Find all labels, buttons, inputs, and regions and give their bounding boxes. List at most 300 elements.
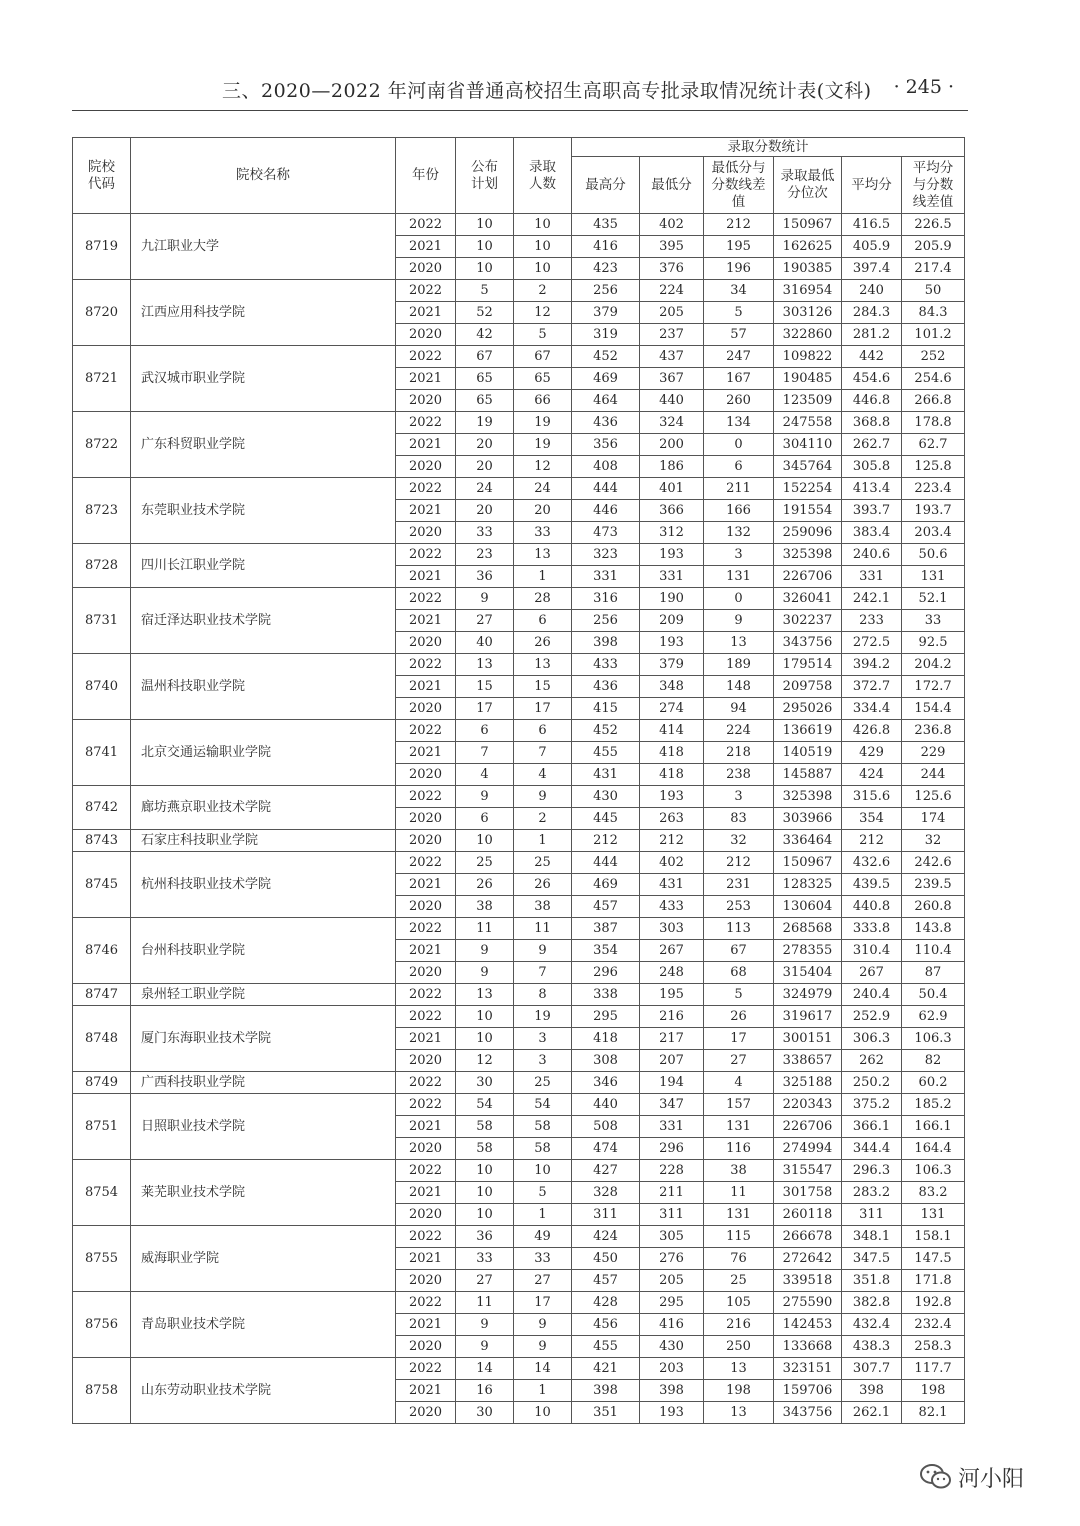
cell-avg-score: 252.9 [842, 1006, 902, 1028]
cell-max-score: 445 [572, 808, 640, 830]
cell-max-score: 455 [572, 742, 640, 764]
cell-min-score-diff: 113 [704, 918, 774, 940]
cell-avg-score-diff: 50 [902, 280, 965, 302]
cell-year: 2022 [396, 984, 456, 1006]
cell-max-score: 319 [572, 324, 640, 346]
cell-year: 2021 [396, 1116, 456, 1138]
cell-min-score-diff: 131 [704, 1116, 774, 1138]
cell-plan: 9 [456, 786, 514, 808]
cell-admitted: 49 [514, 1226, 572, 1248]
school-code: 8743 [73, 830, 131, 852]
cell-avg-score-diff: 252 [902, 346, 965, 368]
school-code: 8748 [73, 1006, 131, 1072]
cell-max-score: 446 [572, 500, 640, 522]
cell-plan: 9 [456, 940, 514, 962]
cell-avg-score: 331 [842, 566, 902, 588]
cell-avg-score-diff: 62.7 [902, 434, 965, 456]
cell-plan: 10 [456, 1182, 514, 1204]
page-title: 三、2020—2022 年河南省普通高校招生高职高专批录取情况统计表(文科) [222, 80, 872, 102]
cell-admitted: 9 [514, 1336, 572, 1358]
cell-max-score: 338 [572, 984, 640, 1006]
cell-avg-score: 429 [842, 742, 902, 764]
cell-avg-score-diff: 62.9 [902, 1006, 965, 1028]
cell-plan: 20 [456, 500, 514, 522]
cell-max-score: 387 [572, 918, 640, 940]
cell-year: 2020 [396, 1050, 456, 1072]
cell-avg-score-diff: 223.4 [902, 478, 965, 500]
cell-max-score: 328 [572, 1182, 640, 1204]
cell-max-score: 398 [572, 1380, 640, 1402]
cell-avg-score: 347.5 [842, 1248, 902, 1270]
cell-min-score-diff: 218 [704, 742, 774, 764]
cell-min-score-rank: 128325 [774, 874, 842, 896]
cell-min-score-diff: 212 [704, 852, 774, 874]
cell-year: 2022 [396, 720, 456, 742]
cell-admitted: 65 [514, 368, 572, 390]
cell-avg-score: 283.2 [842, 1182, 902, 1204]
cell-max-score: 408 [572, 456, 640, 478]
cell-min-score-rank: 123509 [774, 390, 842, 412]
cell-admitted: 6 [514, 720, 572, 742]
cell-avg-score: 262.7 [842, 434, 902, 456]
cell-year: 2021 [396, 500, 456, 522]
cell-max-score: 416 [572, 236, 640, 258]
cell-avg-score: 307.7 [842, 1358, 902, 1380]
cell-max-score: 295 [572, 1006, 640, 1028]
cell-avg-score: 446.8 [842, 390, 902, 412]
cell-min-score-rank: 209758 [774, 676, 842, 698]
cell-min-score: 348 [640, 676, 704, 698]
cell-max-score: 473 [572, 522, 640, 544]
table-row [73, 1072, 965, 1094]
cell-min-score: 193 [640, 786, 704, 808]
table-row [73, 544, 965, 566]
cell-avg-score-diff: 193.7 [902, 500, 965, 522]
cell-year: 2021 [396, 434, 456, 456]
cell-plan: 6 [456, 808, 514, 830]
cell-plan: 36 [456, 1226, 514, 1248]
cell-min-score: 193 [640, 1402, 704, 1424]
cell-plan: 10 [456, 236, 514, 258]
cell-min-score-diff: 216 [704, 1314, 774, 1336]
cell-plan: 65 [456, 368, 514, 390]
school-code: 8745 [73, 852, 131, 918]
cell-min-score-rank: 220343 [774, 1094, 842, 1116]
cell-admitted: 28 [514, 588, 572, 610]
cell-min-score: 194 [640, 1072, 704, 1094]
cell-min-score-rank: 191554 [774, 500, 842, 522]
cell-year: 2020 [396, 1270, 456, 1292]
cell-max-score: 433 [572, 654, 640, 676]
cell-year: 2021 [396, 1248, 456, 1270]
cell-avg-score-diff: 205.9 [902, 236, 965, 258]
cell-max-score: 354 [572, 940, 640, 962]
cell-min-score-diff: 68 [704, 962, 774, 984]
cell-plan: 40 [456, 632, 514, 654]
cell-year: 2022 [396, 918, 456, 940]
cell-plan: 30 [456, 1402, 514, 1424]
cell-admitted: 11 [514, 918, 572, 940]
cell-max-score: 427 [572, 1160, 640, 1182]
cell-admitted: 33 [514, 522, 572, 544]
school-name: 威海职业学院 [131, 1226, 396, 1292]
cell-avg-score-diff: 50.6 [902, 544, 965, 566]
cell-min-score-diff: 27 [704, 1050, 774, 1072]
school-name: 温州科技职业学院 [131, 654, 396, 720]
cell-year: 2022 [396, 544, 456, 566]
cell-admitted: 10 [514, 1402, 572, 1424]
cell-admitted: 17 [514, 698, 572, 720]
cell-min-score-diff: 116 [704, 1138, 774, 1160]
header-year: 年份 [396, 138, 456, 214]
cell-avg-score-diff: 82 [902, 1050, 965, 1072]
cell-avg-score: 354 [842, 808, 902, 830]
cell-avg-score-diff: 83.2 [902, 1182, 965, 1204]
cell-year: 2021 [396, 1314, 456, 1336]
cell-min-score: 398 [640, 1380, 704, 1402]
cell-min-score-rank: 324979 [774, 984, 842, 1006]
cell-min-score: 401 [640, 478, 704, 500]
school-name: 杭州科技职业技术学院 [131, 852, 396, 918]
cell-avg-score: 296.3 [842, 1160, 902, 1182]
cell-max-score: 256 [572, 280, 640, 302]
cell-min-score-rank: 179514 [774, 654, 842, 676]
cell-avg-score-diff: 164.4 [902, 1138, 965, 1160]
cell-year: 2021 [396, 742, 456, 764]
cell-min-score-diff: 5 [704, 302, 774, 324]
cell-plan: 20 [456, 434, 514, 456]
school-code: 8731 [73, 588, 131, 654]
cell-plan: 25 [456, 852, 514, 874]
header-divider [72, 110, 968, 111]
cell-plan: 9 [456, 1314, 514, 1336]
cell-avg-score-diff: 203.4 [902, 522, 965, 544]
cell-avg-score: 438.3 [842, 1336, 902, 1358]
cell-avg-score: 398 [842, 1380, 902, 1402]
header-avg-diff: 平均分与分数线差值 [902, 157, 965, 214]
cell-min-score: 186 [640, 456, 704, 478]
cell-plan: 27 [456, 1270, 514, 1292]
cell-avg-score-diff: 32 [902, 830, 965, 852]
cell-min-score-rank: 303966 [774, 808, 842, 830]
cell-min-score: 331 [640, 566, 704, 588]
school-name: 日照职业技术学院 [131, 1094, 396, 1160]
cell-max-score: 379 [572, 302, 640, 324]
cell-min-score-rank: 152254 [774, 478, 842, 500]
cell-min-score-rank: 315404 [774, 962, 842, 984]
cell-avg-score-diff: 239.5 [902, 874, 965, 896]
cell-min-score-diff: 132 [704, 522, 774, 544]
header-avg: 平均分 [842, 157, 902, 214]
cell-min-score-diff: 211 [704, 478, 774, 500]
school-code: 8749 [73, 1072, 131, 1094]
cell-year: 2022 [396, 1094, 456, 1116]
cell-avg-score: 416.5 [842, 214, 902, 236]
school-code: 8728 [73, 544, 131, 588]
cell-avg-score-diff: 92.5 [902, 632, 965, 654]
cell-avg-score-diff: 84.3 [902, 302, 965, 324]
cell-min-score: 295 [640, 1292, 704, 1314]
cell-year: 2021 [396, 1182, 456, 1204]
cell-min-score-rank: 304110 [774, 434, 842, 456]
table-row [73, 1094, 965, 1116]
cell-avg-score: 432.4 [842, 1314, 902, 1336]
school-name: 江西应用科技学院 [131, 280, 396, 346]
cell-avg-score: 310.4 [842, 940, 902, 962]
cell-min-score-rank: 315547 [774, 1160, 842, 1182]
cell-avg-score: 305.8 [842, 456, 902, 478]
cell-min-score: 209 [640, 610, 704, 632]
table-row [73, 1292, 965, 1314]
cell-avg-score: 424 [842, 764, 902, 786]
cell-plan: 58 [456, 1138, 514, 1160]
cell-admitted: 9 [514, 786, 572, 808]
cell-admitted: 3 [514, 1028, 572, 1050]
table-row [73, 720, 965, 742]
cell-max-score: 464 [572, 390, 640, 412]
header-plan: 公布计划 [456, 138, 514, 214]
cell-min-score-diff: 247 [704, 346, 774, 368]
cell-min-score-diff: 11 [704, 1182, 774, 1204]
cell-min-score-rank: 338657 [774, 1050, 842, 1072]
cell-max-score: 452 [572, 346, 640, 368]
cell-min-score: 431 [640, 874, 704, 896]
cell-min-score-diff: 131 [704, 1204, 774, 1226]
cell-min-score-diff: 5 [704, 984, 774, 1006]
cell-admitted: 66 [514, 390, 572, 412]
cell-avg-score-diff: 131 [902, 1204, 965, 1226]
table-row [73, 1226, 965, 1248]
cell-avg-score-diff: 87 [902, 962, 965, 984]
cell-plan: 33 [456, 1248, 514, 1270]
cell-avg-score: 432.6 [842, 852, 902, 874]
cell-max-score: 444 [572, 478, 640, 500]
cell-year: 2022 [396, 1292, 456, 1314]
cell-year: 2022 [396, 214, 456, 236]
cell-plan: 33 [456, 522, 514, 544]
cell-max-score: 351 [572, 1402, 640, 1424]
cell-min-score: 367 [640, 368, 704, 390]
cell-min-score-rank: 295026 [774, 698, 842, 720]
header-code: 院校代码 [73, 138, 131, 214]
cell-min-score-rank: 142453 [774, 1314, 842, 1336]
cell-avg-score: 281.2 [842, 324, 902, 346]
cell-plan: 13 [456, 654, 514, 676]
cell-min-score-diff: 34 [704, 280, 774, 302]
cell-plan: 54 [456, 1094, 514, 1116]
cell-min-score: 376 [640, 258, 704, 280]
cell-avg-score: 442 [842, 346, 902, 368]
watermark-label: 河小阳 [958, 1467, 1025, 1492]
cell-avg-score: 440.8 [842, 896, 902, 918]
cell-avg-score-diff: 226.5 [902, 214, 965, 236]
school-code: 8755 [73, 1226, 131, 1292]
cell-admitted: 38 [514, 896, 572, 918]
cell-avg-score: 426.8 [842, 720, 902, 742]
table-row [73, 214, 965, 236]
cell-min-score-diff: 167 [704, 368, 774, 390]
school-name: 石家庄科技职业学院 [131, 830, 396, 852]
cell-min-score: 402 [640, 214, 704, 236]
cell-min-score-diff: 9 [704, 610, 774, 632]
cell-min-score-rank: 319617 [774, 1006, 842, 1028]
cell-min-score-diff: 115 [704, 1226, 774, 1248]
cell-avg-score-diff: 106.3 [902, 1160, 965, 1182]
school-code: 8722 [73, 412, 131, 478]
cell-min-score: 324 [640, 412, 704, 434]
table-row [73, 852, 965, 874]
cell-min-score-diff: 131 [704, 566, 774, 588]
cell-min-score-diff: 212 [704, 214, 774, 236]
cell-min-score-diff: 189 [704, 654, 774, 676]
cell-avg-score-diff: 204.2 [902, 654, 965, 676]
cell-avg-score-diff: 166.1 [902, 1116, 965, 1138]
cell-avg-score: 311 [842, 1204, 902, 1226]
cell-min-score-diff: 0 [704, 434, 774, 456]
cell-min-score-diff: 105 [704, 1292, 774, 1314]
cell-admitted: 26 [514, 874, 572, 896]
cell-min-score: 418 [640, 742, 704, 764]
cell-min-score-rank: 226706 [774, 1116, 842, 1138]
school-code: 8723 [73, 478, 131, 544]
cell-min-score-rank: 303126 [774, 302, 842, 324]
school-code: 8742 [73, 786, 131, 830]
cell-avg-score-diff: 174 [902, 808, 965, 830]
cell-avg-score-diff: 244 [902, 764, 965, 786]
cell-year: 2020 [396, 258, 456, 280]
school-name: 宿迁泽达职业技术学院 [131, 588, 396, 654]
cell-plan: 6 [456, 720, 514, 742]
cell-plan: 12 [456, 1050, 514, 1072]
cell-year: 2022 [396, 1358, 456, 1380]
cell-max-score: 469 [572, 874, 640, 896]
cell-min-score-rank: 145887 [774, 764, 842, 786]
cell-avg-score-diff: 60.2 [902, 1072, 965, 1094]
cell-avg-score-diff: 254.6 [902, 368, 965, 390]
cell-admitted: 1 [514, 1204, 572, 1226]
cell-avg-score-diff: 236.8 [902, 720, 965, 742]
cell-year: 2021 [396, 302, 456, 324]
cell-admitted: 27 [514, 1270, 572, 1292]
cell-max-score: 212 [572, 830, 640, 852]
cell-avg-score-diff: 232.4 [902, 1314, 965, 1336]
cell-min-score: 228 [640, 1160, 704, 1182]
cell-avg-score-diff: 260.8 [902, 896, 965, 918]
cell-avg-score-diff: 143.8 [902, 918, 965, 940]
cell-admitted: 14 [514, 1358, 572, 1380]
cell-min-score-diff: 57 [704, 324, 774, 346]
cell-year: 2021 [396, 368, 456, 390]
admission-table [72, 137, 965, 1424]
cell-avg-score: 212 [842, 830, 902, 852]
cell-avg-score-diff: 242.6 [902, 852, 965, 874]
header-max: 最高分 [572, 157, 640, 214]
cell-min-score-diff: 94 [704, 698, 774, 720]
cell-admitted: 9 [514, 940, 572, 962]
cell-plan: 30 [456, 1072, 514, 1094]
cell-year: 2021 [396, 940, 456, 962]
cell-min-score-rank: 343756 [774, 632, 842, 654]
cell-plan: 9 [456, 962, 514, 984]
table-row [73, 654, 965, 676]
cell-min-score: 212 [640, 830, 704, 852]
cell-min-score: 237 [640, 324, 704, 346]
cell-avg-score: 333.8 [842, 918, 902, 940]
cell-plan: 14 [456, 1358, 514, 1380]
cell-min-score-diff: 26 [704, 1006, 774, 1028]
cell-plan: 27 [456, 610, 514, 632]
cell-min-score-rank: 247558 [774, 412, 842, 434]
cell-max-score: 469 [572, 368, 640, 390]
cell-min-score: 207 [640, 1050, 704, 1072]
cell-max-score: 256 [572, 610, 640, 632]
cell-min-score-diff: 166 [704, 500, 774, 522]
cell-min-score-rank: 325398 [774, 786, 842, 808]
cell-year: 2020 [396, 1336, 456, 1358]
cell-avg-score-diff: 106.3 [902, 1028, 965, 1050]
cell-admitted: 5 [514, 324, 572, 346]
cell-admitted: 2 [514, 808, 572, 830]
cell-avg-score-diff: 131 [902, 566, 965, 588]
cell-plan: 58 [456, 1116, 514, 1138]
cell-max-score: 421 [572, 1358, 640, 1380]
cell-min-score: 203 [640, 1358, 704, 1380]
cell-min-score-diff: 238 [704, 764, 774, 786]
table-row [73, 478, 965, 500]
cell-max-score: 452 [572, 720, 640, 742]
cell-plan: 10 [456, 1006, 514, 1028]
table-row [73, 346, 965, 368]
cell-min-score: 433 [640, 896, 704, 918]
cell-admitted: 10 [514, 258, 572, 280]
cell-min-score-diff: 0 [704, 588, 774, 610]
cell-max-score: 316 [572, 588, 640, 610]
cell-max-score: 508 [572, 1116, 640, 1138]
cell-min-score-diff: 196 [704, 258, 774, 280]
cell-min-score: 276 [640, 1248, 704, 1270]
cell-max-score: 430 [572, 786, 640, 808]
header-score-group: 录取分数统计 [572, 138, 965, 157]
cell-year: 2020 [396, 764, 456, 786]
cell-avg-score-diff: 185.2 [902, 1094, 965, 1116]
header-min-diff: 最低分与分数线差值 [704, 157, 774, 214]
cell-avg-score-diff: 33 [902, 610, 965, 632]
cell-min-score-rank: 302237 [774, 610, 842, 632]
cell-min-score-rank: 226706 [774, 566, 842, 588]
cell-avg-score-diff: 217.4 [902, 258, 965, 280]
cell-admitted: 6 [514, 610, 572, 632]
cell-year: 2020 [396, 808, 456, 830]
cell-max-score: 323 [572, 544, 640, 566]
cell-min-score: 430 [640, 1336, 704, 1358]
cell-avg-score: 233 [842, 610, 902, 632]
table-row [73, 1358, 965, 1380]
cell-year: 2020 [396, 522, 456, 544]
cell-min-score-rank: 133668 [774, 1336, 842, 1358]
cell-year: 2021 [396, 236, 456, 258]
cell-admitted: 25 [514, 852, 572, 874]
table-body [73, 214, 965, 1424]
cell-min-score-diff: 195 [704, 236, 774, 258]
cell-admitted: 10 [514, 236, 572, 258]
cell-min-score-diff: 148 [704, 676, 774, 698]
cell-year: 2020 [396, 632, 456, 654]
cell-avg-score: 315.6 [842, 786, 902, 808]
cell-max-score: 331 [572, 566, 640, 588]
cell-admitted: 67 [514, 346, 572, 368]
cell-admitted: 1 [514, 566, 572, 588]
cell-min-score-rank: 325188 [774, 1072, 842, 1094]
